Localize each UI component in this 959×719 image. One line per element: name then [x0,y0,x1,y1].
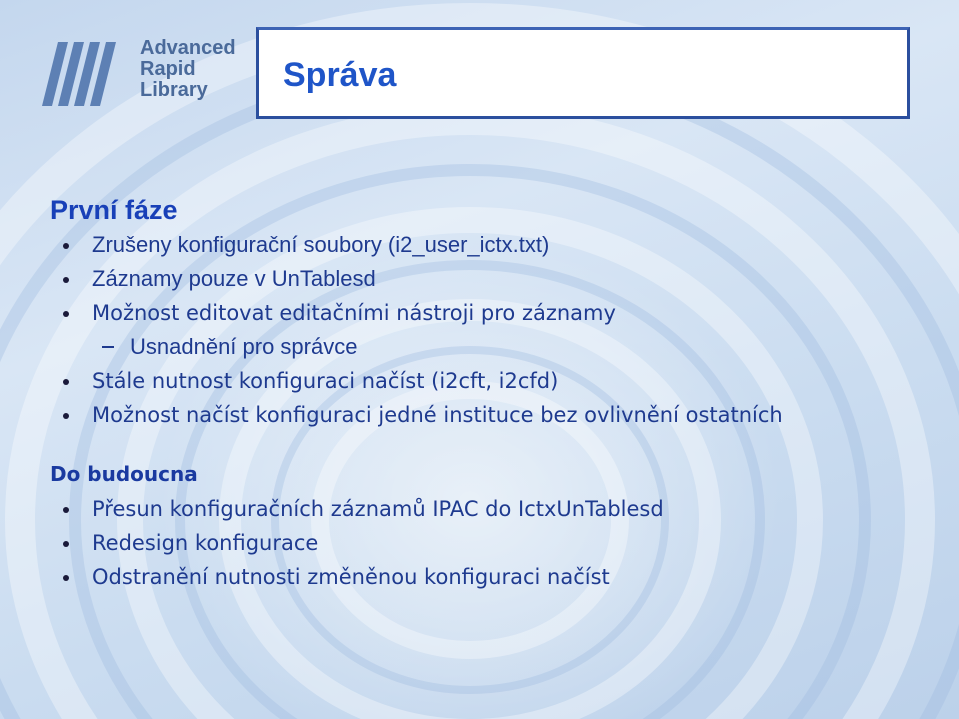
bullet-icon [63,277,69,283]
title-box [256,27,910,119]
logo-line-rapid: Rapid [140,58,196,80]
list-item-text: Možnost načíst konfiguraci jedné instituce bez ovlivnění ostatních [92,403,783,427]
list-item-text: Zrušeny konfigurační soubory (i2_user_ictx.txt) [92,232,550,257]
list-prvni-faze [50,228,930,432]
bullet-icon [63,379,69,385]
list-item-text: Odstranění nutnosti změněnou konfiguraci načíst [92,565,610,589]
list-item [50,364,930,398]
list-item [50,560,930,594]
logo-stripes-icon [36,40,136,110]
list-item [50,296,930,330]
list-item-text: Stále nutnost konfiguraci načíst (i2cft, i2cfd) [92,369,559,393]
bullet-icon [63,311,69,317]
list-item [50,262,930,296]
dash-icon [102,346,114,348]
section-heading-prvni-faze: První fáze [50,195,178,225]
logo-text [140,38,236,101]
bullet-icon [63,507,69,513]
section-heading-do-budoucna: Do budoucna [50,462,198,486]
bullet-icon [63,541,69,547]
slide-title: Správa [283,56,397,94]
logo-line-advanced: Advanced [140,37,236,59]
slide-content [50,195,930,594]
list-subitem [50,330,930,364]
list-item [50,526,930,560]
list-do-budoucna [50,492,930,594]
list-item [50,228,930,262]
logo [36,38,236,110]
list-item-text: Usnadnění pro správce [130,334,358,359]
list-item [50,492,930,526]
bullet-icon [63,413,69,419]
list-item-text: Možnost editovat editačními nástroji pro záznamy [92,301,616,325]
list-item [50,398,930,432]
bullet-icon [63,575,69,581]
bullet-icon [63,243,69,249]
list-item-text: Záznamy pouze v UnTablesd [92,266,376,291]
list-item-text: Přesun konfiguračních záznamů IPAC do IctxUnTablesd [92,497,664,521]
list-item-text: Redesign konfigurace [92,531,319,555]
logo-line-library: Library [140,79,208,101]
